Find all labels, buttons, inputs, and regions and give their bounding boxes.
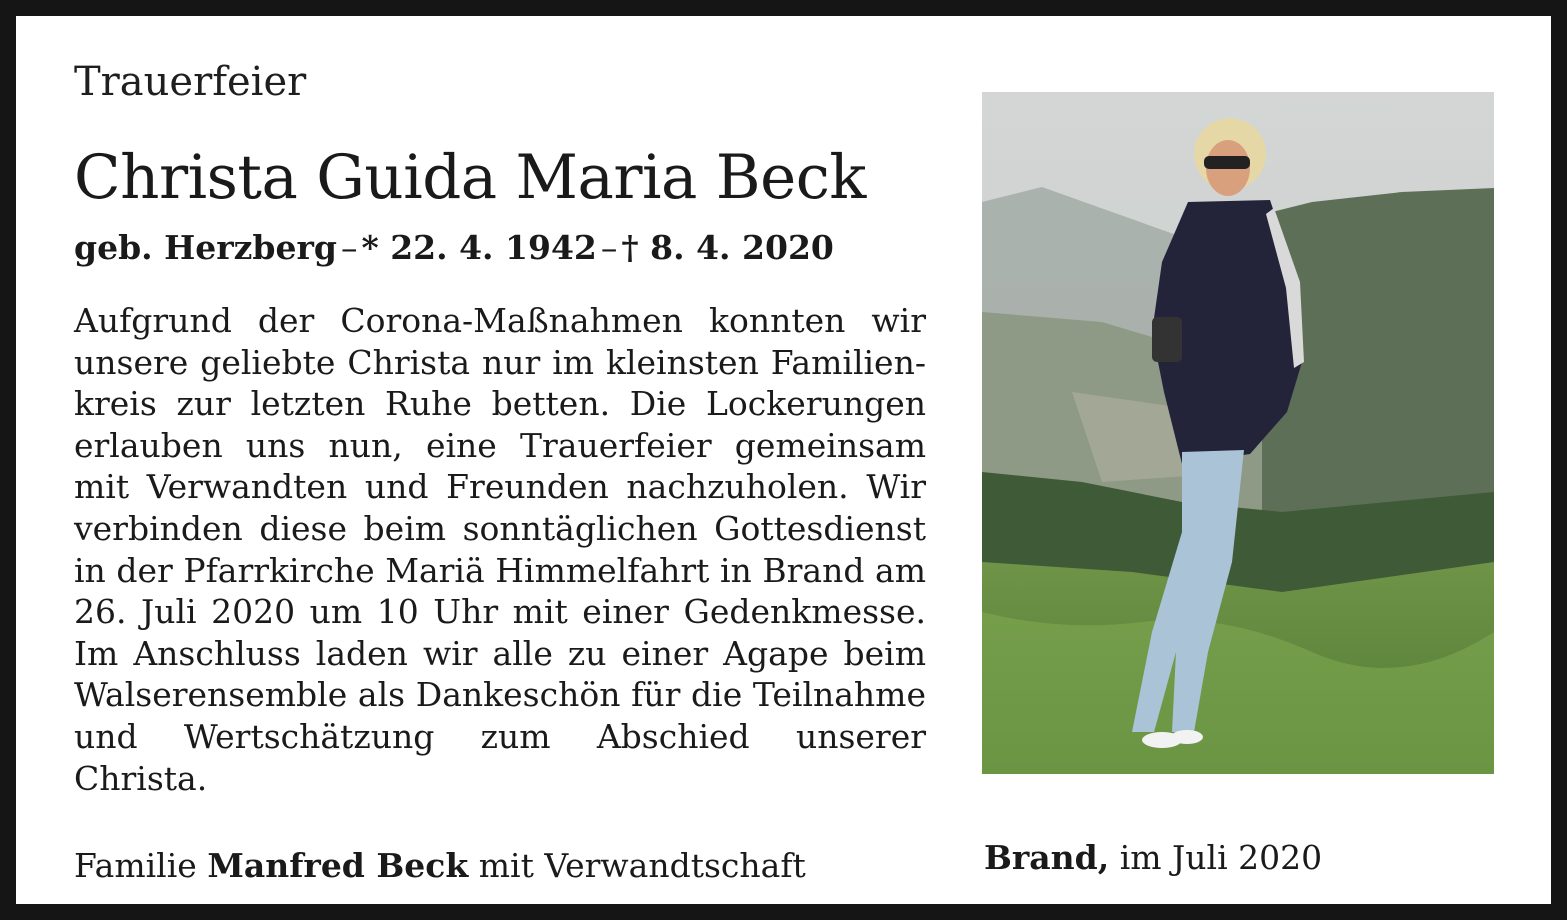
dates-separator: – [600, 228, 618, 267]
photo-binoculars [1152, 317, 1182, 362]
family-name: Manfred Beck [207, 846, 469, 885]
photo-sunglasses [1204, 156, 1250, 169]
family-prefix: Familie [74, 846, 197, 885]
notice-heading: Trauerfeier [74, 59, 307, 105]
portrait-photo [982, 92, 1494, 774]
death-date: † 8. 4. 2020 [621, 228, 834, 267]
place-and-date [984, 834, 1322, 882]
family-suffix: mit Verwandtschaft [478, 846, 806, 885]
birth-date: * 22. 4. 1942 [361, 228, 597, 267]
life-dates [74, 224, 834, 272]
dates-separator: – [340, 228, 358, 267]
notice-date: im Juli 2020 [1119, 838, 1323, 877]
deceased-name: Christa Guida Maria Beck [74, 142, 866, 213]
family-signature [74, 842, 806, 890]
photo-shoe-right [1171, 730, 1203, 744]
maiden-name: geb. Herzberg [74, 228, 337, 267]
place: Brand, [984, 838, 1110, 877]
notice-body: Aufgrund der Corona-Maßnahmen konnten wir unsere geliebte Christa nur im kleinsten Familienkreis zur letzten Ruhe betten. Die Lockerungen erlauben uns nun, eine Trauerfeier gemeinsam mit Verwandten und Freunden nachzuholen. Wir verbinden diese beim sonntäglichen Gottesdienst in der Pfarrkirche Mariä Himmelfahrt in Brand am 26. Juli 2020 um 10 Uhr mit einer Gedenkmesse. Im Anschluss laden wir alle zu einer Agape beim Walserensemble als Dankeschön für die Teilnahme und Wertschätzung zum Abschied unserer Christa. [74, 301, 926, 798]
